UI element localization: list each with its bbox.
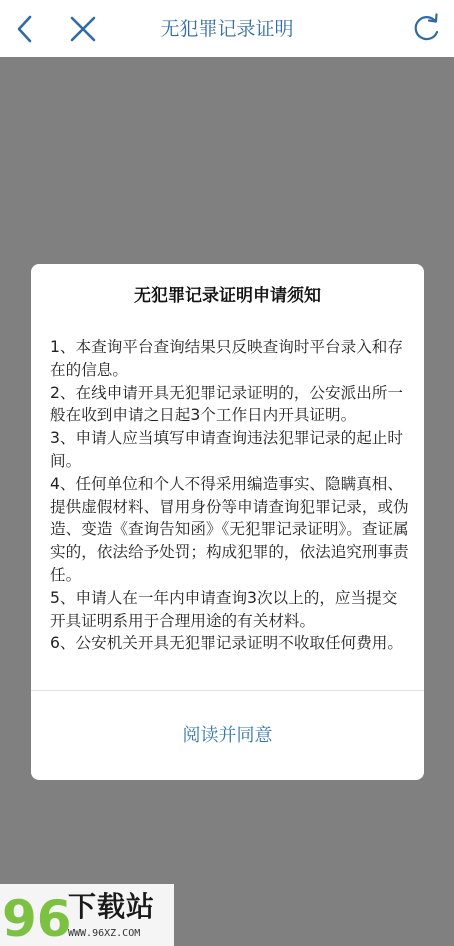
notice-item: 2、在线申请开具无犯罪记录证明的，公安派出所一般在收到申请之日起3个工作日内开具证明。: [50, 383, 403, 425]
close-button[interactable]: [66, 12, 100, 46]
dialog-title: 无犯罪记录证明申请须知: [134, 286, 321, 306]
notice-item: 6、公安机关开具无犯罪记录证明不收取任何费用。: [50, 634, 403, 653]
watermark-name: 下载站: [68, 890, 156, 923]
notice-dialog: [31, 264, 424, 780]
notice-item: 5、申请人在一年内申请查询3次以上的，应当提交开具证明系用于合理用途的有关材料。: [50, 588, 398, 630]
top-navigation-bar: [0, 0, 454, 57]
watermark-url: WWW.96XZ.COM: [68, 928, 141, 939]
refresh-icon: [408, 11, 444, 47]
read-and-agree-button[interactable]: 阅读并同意: [182, 725, 273, 746]
notice-item: 1、本查询平台查询结果只反映查询时平台录入和存在的信息。: [50, 338, 403, 379]
close-icon: [66, 12, 100, 46]
back-button[interactable]: [10, 12, 42, 46]
refresh-button[interactable]: [408, 11, 444, 47]
notice-item: 3、申请人应当填写申请查询违法犯罪记录的起止时间。: [50, 429, 403, 470]
notice-item: 4、任何单位和个人不得采用编造事实、隐瞒真相、提供虚假材料、冒用身份等申请查询犯罪记录，或伪造、变造《查询告知函》《无犯罪记录证明》。查证属实的，依法给予处罚；构成犯罪的，依法追究刑事责任。: [50, 474, 409, 584]
site-watermark: [0, 884, 174, 946]
watermark-logo-text: 96: [2, 890, 72, 946]
page-title: 无犯罪记录证明: [160, 18, 294, 40]
watermark-logo: [2, 886, 72, 946]
notice-list: [50, 336, 412, 655]
chevron-left-icon: [10, 12, 42, 46]
